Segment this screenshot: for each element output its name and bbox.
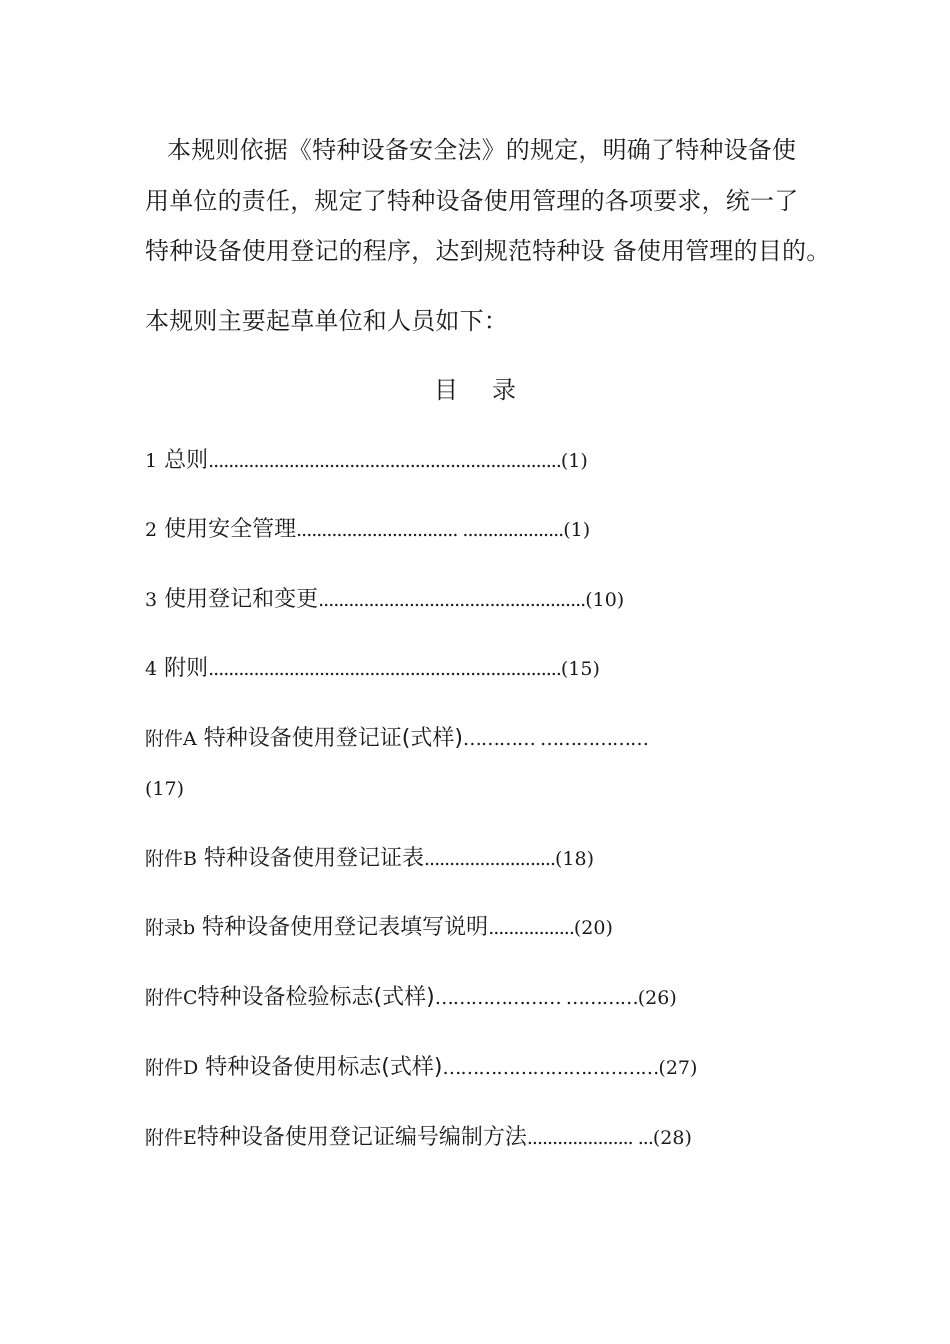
toc-page-number: (1) <box>563 519 591 541</box>
toc-entry-label: 特种设备使用登记证表 <box>203 846 424 871</box>
toc-entry-label: 特种设备使用登记表填写说明 <box>202 915 489 940</box>
toc-page-number: (10) <box>585 589 625 611</box>
toc-entry[interactable] <box>145 516 590 544</box>
toc-leader-dots: ...................................................................... <box>208 658 561 680</box>
toc-entry-label: 附则 <box>164 656 209 681</box>
toc-entry-continuation <box>145 775 184 803</box>
toc-page-number: (17) <box>145 778 185 800</box>
toc-entry-number: 附件D <box>145 1057 199 1079</box>
toc-leader-dots: .......................... <box>423 848 556 870</box>
toc-entry-number: 附件E <box>145 1127 197 1149</box>
toc-entry[interactable] <box>145 655 600 683</box>
toc-page-number: (1) <box>560 450 588 472</box>
toc-entry-label: 使用登记和变更 <box>164 587 319 612</box>
toc-leader-dots: ..................... ... <box>526 1127 653 1149</box>
toc-page-number: (26) <box>637 987 677 1009</box>
toc-entry-number: 附件A <box>145 728 197 750</box>
toc-leader-dots: ...................................................................... <box>208 450 561 472</box>
toc-entry-number: 4 <box>145 658 158 680</box>
toc-leader-dots: ..................................................... <box>318 589 586 611</box>
toc-entry[interactable] <box>145 725 648 753</box>
toc-entry[interactable] <box>145 447 588 475</box>
toc-leader-dots: ................................ .................... <box>296 519 564 541</box>
drafting-units-line: 本规则主要起草单位和人员如下： <box>145 307 508 335</box>
toc-page-number: (15) <box>560 658 600 680</box>
intro-line-2: 用单位的责任，规定了特种设备使用管理的各项要求，统一了 <box>145 187 799 215</box>
toc-entry[interactable] <box>145 1054 697 1082</box>
intro-line-1: 本规则依据《特种设备安全法》的规定，明确了特种设备使 <box>167 136 797 164</box>
toc-leader-dots: ………… ……………… <box>462 728 648 750</box>
toc-entry[interactable] <box>145 984 677 1012</box>
toc-entry-number: 附件C <box>145 987 198 1009</box>
toc-entry-number: 3 <box>145 589 158 611</box>
toc-entry-number: 附件B <box>145 848 197 870</box>
toc-page-number: (28) <box>652 1127 692 1149</box>
toc-entry-number: 2 <box>145 519 158 541</box>
toc-page-number: (20) <box>573 917 613 939</box>
toc-entry[interactable] <box>145 845 594 873</box>
toc-entry-label: 特种设备使用标志(式样) <box>205 1055 443 1080</box>
toc-entry-label: 使用安全管理 <box>164 517 297 542</box>
toc-title: 目录 <box>434 376 550 404</box>
toc-entry-label: 特种设备使用登记证编号编制方法 <box>196 1125 527 1150</box>
toc-page-number: (18) <box>555 848 595 870</box>
intro-line-3: 特种设备使用登记的程序，达到规范特种设 备使用管理的目的。 <box>145 237 831 265</box>
toc-entry[interactable] <box>145 586 624 614</box>
toc-leader-dots: ………………… ………… <box>434 987 638 1009</box>
toc-entry-label: 特种设备检验标志(式样) <box>197 985 435 1010</box>
toc-entry-label: 特种设备使用登记证(式样) <box>203 726 463 751</box>
toc-page-number: (27) <box>658 1057 698 1079</box>
toc-entry[interactable] <box>145 914 613 942</box>
toc-entry[interactable] <box>145 1124 692 1152</box>
toc-entry-number: 附录b <box>145 917 196 939</box>
toc-entry-number: 1 <box>145 450 158 472</box>
toc-leader-dots: ................. <box>488 917 574 939</box>
toc-leader-dots: ……………………………… <box>442 1057 659 1079</box>
toc-entry-label: 总则 <box>164 448 209 473</box>
